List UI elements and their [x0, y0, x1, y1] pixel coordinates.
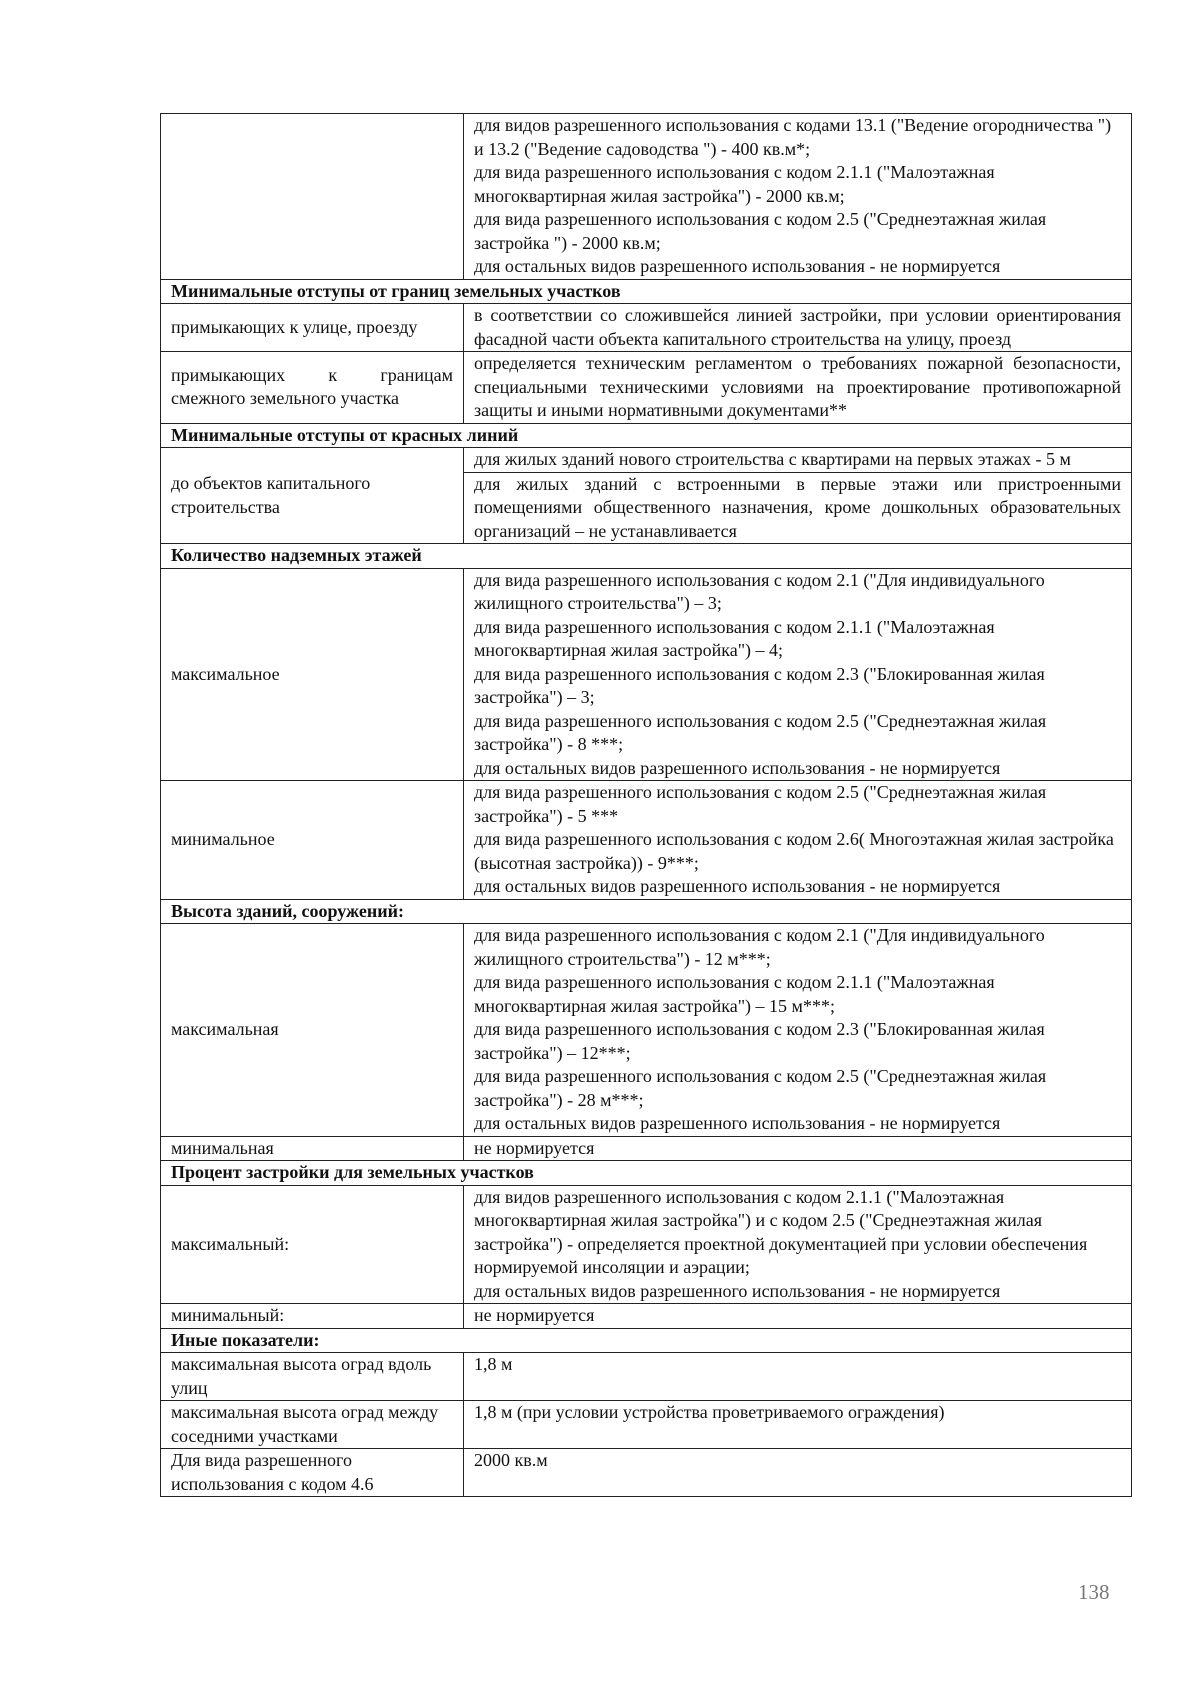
value-line: для вида разрешенного использования с кодом 2.5 ("Среднеэтажная жилая застройка") - 8 ***; — [474, 710, 1047, 754]
table-row — [161, 1449, 1132, 1497]
table-row — [161, 1304, 1132, 1329]
page-number: 138 — [1078, 1580, 1110, 1604]
section-header-row — [161, 423, 1132, 448]
value-line: 1,8 м — [474, 1354, 513, 1374]
parameter-value — [464, 1353, 1132, 1401]
value-line: для остальных видов разрешенного использования - не нормируется — [474, 1280, 1001, 1301]
value-line: для вида разрешенного использования с кодом 2.3 ("Блокированная жилая застройка") – 12***; — [474, 1019, 1045, 1063]
value-line: для вида разрешенного использования с кодом 2.1 ("Для индивидуального жилищного строительства") – 3; — [474, 569, 1045, 613]
value-line: не нормируется — [474, 1305, 595, 1325]
value-line: для вида разрешенного использования с кодом 2.6( Многоэтажная жилая застройка (высотная застройка)) - 9***; — [474, 829, 1114, 873]
value-line: в соответствии со сложившейся линией застройки, при условии ориентирования фасадной части объекта капитального строительства на улицу, проезд — [474, 305, 1121, 349]
parameter-value — [464, 1136, 1132, 1161]
value-line: определяется техническим регламентом о требованиях пожарной безопасности, специальными техническими условиями на проектирование противопожарной защиты и иными нормативными документами** — [474, 353, 1121, 420]
section-header: Иные показатели: — [161, 1328, 1132, 1353]
value-line: для видов разрешенного использования с кодами 13.1 ("Ведение огородничества ") и 13.2 ("Ведение садоводства ") - 400 кв.м*; — [474, 115, 1112, 159]
section-header: Минимальные отступы от границ земельных участков — [161, 279, 1132, 304]
value-line: для остальных видов разрешенного использования - не нормируется — [474, 1113, 1001, 1133]
section-header-row — [161, 899, 1132, 924]
parameter-value — [464, 568, 1132, 781]
table-row — [161, 352, 1132, 424]
section-header: Количество надземных этажей — [161, 544, 1132, 569]
table-row — [161, 1185, 1132, 1304]
section-header: Высота зданий, сооружений: — [161, 899, 1132, 924]
parameter-label: минимальная — [161, 1136, 464, 1161]
table-row — [161, 1136, 1132, 1161]
table-body — [161, 114, 1132, 1497]
parameter-label: максимальная высота оград между соседними участками — [161, 1401, 464, 1449]
value-line: для остальных видов разрешенного использования - не нормируется — [474, 757, 1001, 778]
table-row — [161, 568, 1132, 781]
table-row — [161, 114, 1132, 280]
value-line: 1,8 м (при условии устройства проветриваемого ограждения) — [474, 1402, 945, 1422]
parameter-value — [464, 1401, 1132, 1449]
parameter-value: для жилых зданий с встроенными в первые этажи или пристроенными помещениями общественного назначения, кроме дошкольных образовательных организаций – не устанавливается — [464, 472, 1132, 544]
value-line: для вида разрешенного использования с кодом 2.5 ("Среднеэтажная жилая застройка") - 28 м***; — [474, 1066, 1047, 1110]
value-line: для видов разрешенного использования с кодом 2.1.1 ("Малоэтажная многоквартирная жилая застройка") и с кодом 2.5 ("Среднеэтажная жилая застройка") - определяется проектной документацией при условии обеспечения нормируемой инсоляции и аэрации; — [474, 1186, 1088, 1277]
section-header-row — [161, 544, 1132, 569]
value-line: для остальных видов разрешенного использования - не нормируется — [474, 876, 1001, 896]
parameter-value — [464, 352, 1132, 424]
section-header: Минимальные отступы от красных линий — [161, 423, 1132, 448]
section-header-row — [161, 1161, 1132, 1186]
section-header: Процент застройки для земельных участков — [161, 1161, 1132, 1186]
parameter-value — [464, 1449, 1132, 1497]
parameter-label: максимальная высота оград вдоль улиц — [161, 1353, 464, 1401]
table-row — [161, 304, 1132, 352]
document-page — [160, 113, 1131, 1497]
value-line: для вида разрешенного использования с кодом 2.1 ("Для индивидуального жилищного строительства") - 12 м***; — [474, 925, 1045, 969]
value-line: для вида разрешенного использования с кодом 2.1.1 ("Малоэтажная многоквартирная жилая застройка") – 4; — [474, 616, 995, 660]
parameter-label: минимальный: — [161, 1304, 464, 1329]
parameter-label: примыкающих к границам смежного земельного участка — [161, 352, 464, 424]
parameter-value — [464, 304, 1132, 352]
value-line: для вида разрешенного использования с кодом 2.5 ("Среднеэтажная жилая застройка ") - 2000 кв.м; — [474, 209, 1047, 253]
parameter-value — [464, 1185, 1132, 1304]
value-line: для вида разрешенного использования с кодом 2.5 ("Среднеэтажная жилая застройка") - 5 *** — [474, 782, 1047, 826]
parameter-label — [161, 114, 464, 280]
parameter-label: максимальная — [161, 924, 464, 1137]
parameter-value — [464, 114, 1132, 280]
parameter-value — [464, 1304, 1132, 1329]
table-row — [161, 1353, 1132, 1401]
table-row — [161, 924, 1132, 1137]
parameter-value — [464, 924, 1132, 1137]
parameter-label: Для вида разрешенного использования с кодом 4.6 — [161, 1449, 464, 1497]
parameter-label: до объектов капитального строительства — [161, 448, 464, 544]
parameter-label: примыкающих к улице, проезду — [161, 304, 464, 352]
parameter-label: минимальное — [161, 781, 464, 900]
zoning-parameters-table — [160, 113, 1132, 1497]
value-line: для вида разрешенного использования с кодом 2.1.1 ("Малоэтажная многоквартирная жилая застройка") - 2000 кв.м; — [474, 162, 995, 206]
value-line: для вида разрешенного использования с кодом 2.1.1 ("Малоэтажная многоквартирная жилая застройка") – 15 м***; — [474, 972, 995, 1016]
value-line: для вида разрешенного использования с кодом 2.3 ("Блокированная жилая застройка") – 3; — [474, 663, 1045, 707]
parameter-label: максимальное — [161, 568, 464, 781]
table-row — [161, 448, 1132, 473]
value-line: 2000 кв.м — [474, 1450, 548, 1470]
value-line: не нормируется — [474, 1137, 595, 1158]
table-row — [161, 781, 1132, 900]
parameter-value — [464, 781, 1132, 900]
section-header-row — [161, 1328, 1132, 1353]
section-header-row — [161, 279, 1132, 304]
parameter-value: для жилых зданий нового строительства с квартирами на первых этажах - 5 м — [464, 448, 1132, 473]
value-line: для остальных видов разрешенного использования - не нормируется — [474, 256, 1001, 276]
table-row — [161, 1401, 1132, 1449]
parameter-label: максимальный: — [161, 1185, 464, 1304]
